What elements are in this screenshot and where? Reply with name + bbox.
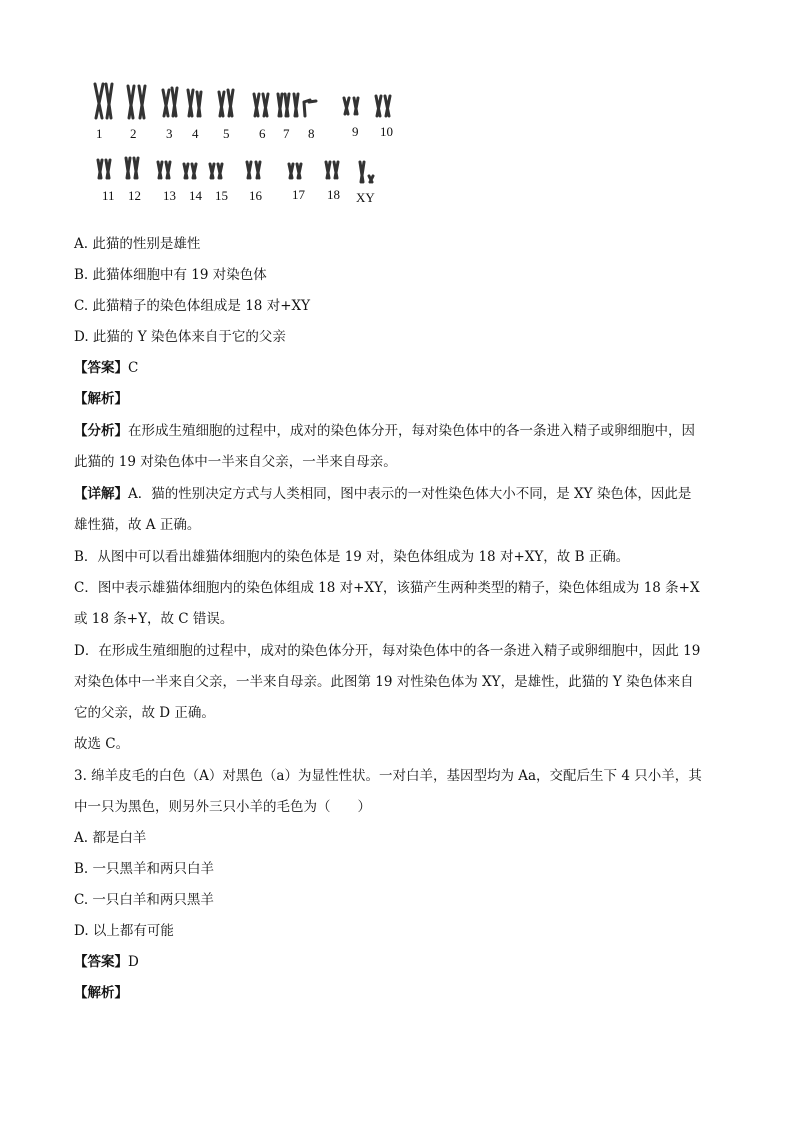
karyo-label: 15 (215, 188, 228, 203)
q2-xiangjie-d2: 对染色体中一半来自父亲，一半来自母亲。此图第 19 对性染色体为 XY，是雄性，此猫的 Y 染色体来自 (74, 674, 694, 690)
chromosome-2b (139, 86, 145, 118)
q3-option-d: D. 以上都有可能 (74, 923, 174, 939)
chromosome-1a (95, 84, 103, 118)
karyo-label: 6 (259, 126, 266, 141)
chromosome-16a (247, 162, 251, 178)
chromosome-9b (354, 98, 358, 114)
chromosome-8a (294, 94, 298, 116)
karyo-label: 17 (292, 187, 305, 202)
q2-xiangjie-b: B．从图中可以看出雄猫体细胞内的染色体是 19 对，染色体组成为 18 对+XY，故 B 正确。 (74, 549, 630, 565)
chromosome-14a (184, 164, 188, 178)
chromosome-5a (219, 92, 224, 116)
chromosome-y (369, 176, 373, 182)
fenxi-tag: 【分析】 (74, 423, 128, 439)
q2-option-c: C. 此猫精子的染色体组成是 18 对+XY (74, 298, 311, 314)
chromosome-18b (334, 162, 338, 178)
karyo-label: 7 (283, 126, 290, 141)
q2-analysis-tag: 【解析】 (74, 391, 128, 407)
karyo-label: 3 (166, 126, 173, 141)
xiangjie-text: A．猫的性别决定方式与人类相同，图中表示的一对性染色体大小不同，是 XY 染色体，因此是 (128, 486, 692, 502)
fenxi-text: 在形成生殖细胞的过程中，成对的染色体分开，每对染色体中的各一条进入精子或卵细胞中，因 (128, 423, 695, 439)
karyo-label: 13 (163, 188, 176, 203)
answer-tag: 【答案】 (74, 954, 128, 970)
q3-analysis-tag: 【解析】 (74, 985, 128, 1001)
chromosome-7a (278, 94, 282, 116)
chromosome-17a (289, 164, 293, 178)
chromosome-5b (228, 90, 233, 116)
q2-option-d: D. 此猫的 Y 染色体来自于它的父亲 (74, 329, 286, 345)
karyo-label: 2 (130, 126, 137, 141)
karyo-label: 8 (308, 126, 315, 141)
karyo-label: 9 (352, 124, 359, 139)
chromosome-14b (192, 164, 196, 178)
chromosome-17b (297, 164, 301, 178)
chromosome-15a (210, 164, 214, 178)
q2-xiangjie-d1: D．在形成生殖细胞的过程中，成对的染色体分开，每对染色体中的各一条进入精子或卵细胞中，因此 19 (74, 643, 701, 659)
q2-option-a: A. 此猫的性别是雄性 (74, 236, 201, 252)
karyo-label: 1 (96, 126, 103, 141)
xiangjie-tag: 【详解】 (74, 486, 128, 502)
q2-xiangjie-c1: C．图中表示雄猫体细胞内的染色体组成 18 对+XY，该猫产生两种类型的精子，染色体组成为 18 条+X (74, 580, 700, 596)
chromosome-7b (285, 94, 289, 116)
chromosome-4a (188, 90, 193, 116)
q3-stem-line-2: 中一只为黑色，则另外三只小羊的毛色为（ ） (74, 799, 371, 815)
chromosome-6b (263, 94, 268, 116)
karyo-label: 11 (102, 188, 115, 203)
answer-tag: 【答案】 (74, 360, 128, 376)
chromosome-2a (128, 86, 134, 118)
chromosome-3b (172, 88, 177, 116)
karyo-label: 18 (327, 187, 340, 202)
q3-answer (74, 952, 139, 972)
karyo-label: 16 (249, 188, 262, 203)
q3-option-b: B. 一只黑羊和两只白羊 (74, 861, 215, 877)
chromosome-10b (385, 96, 390, 116)
chromosome-1b (106, 84, 112, 118)
q2-xiangjie-c2: 或 18 条+Y，故 C 错误。 (74, 611, 234, 627)
karyo-label: 12 (128, 188, 141, 203)
chromosome-15b (218, 164, 222, 178)
chromosome-16b (256, 162, 260, 178)
q3-stem-line-1: 3. 绵羊皮毛的白色（A）对黑色（a）为显性性状。一对白羊，基因型均为 Aa，交配后生下 4 只小羊，其 (74, 768, 702, 784)
q3-option-c: C. 一只白羊和两只黑羊 (74, 892, 214, 908)
karyo-label: 4 (192, 126, 199, 141)
chromosome-4b (197, 92, 201, 116)
karyo-label: 10 (380, 124, 393, 139)
answer-value: D (128, 954, 139, 970)
chromosome-8b (304, 100, 316, 116)
q2-fenxi-line-2: 此猫的 19 对染色体中一半来自父亲，一半来自母亲。 (74, 454, 397, 470)
chromosome-6a (254, 94, 259, 116)
q2-xiangjie-a2: 雄性猫，故 A 正确。 (74, 517, 201, 533)
chromosome-3a (163, 90, 169, 116)
chromosome-11b (106, 160, 110, 178)
chromosome-13a (158, 162, 162, 178)
chromosome-9a (344, 98, 349, 114)
chromosome-10a (376, 96, 381, 116)
q2-xiangjie-d3: 它的父亲，故 D 正确。 (74, 705, 215, 721)
chromosome-11a (98, 160, 102, 178)
karyotype-figure (86, 78, 416, 208)
q2-answer (74, 358, 138, 378)
chromosome-12b (134, 158, 138, 178)
chromosome-x (360, 162, 364, 182)
karyo-label: XY (356, 190, 375, 205)
q2-xiangjie-line-1 (74, 484, 691, 504)
chromosome-13b (166, 162, 170, 178)
q2-conclusion: 故选 C。 (74, 736, 130, 752)
q2-option-b: B. 此猫体细胞中有 19 对染色体 (74, 267, 267, 283)
karyo-label: 14 (189, 188, 202, 203)
q2-fenxi-line-1 (74, 421, 695, 441)
chromosome-18a (326, 162, 330, 178)
q3-option-a: A. 都是白羊 (74, 830, 147, 846)
answer-value: C (128, 360, 139, 376)
chromosome-12a (126, 158, 130, 178)
karyo-label: 5 (223, 126, 230, 141)
